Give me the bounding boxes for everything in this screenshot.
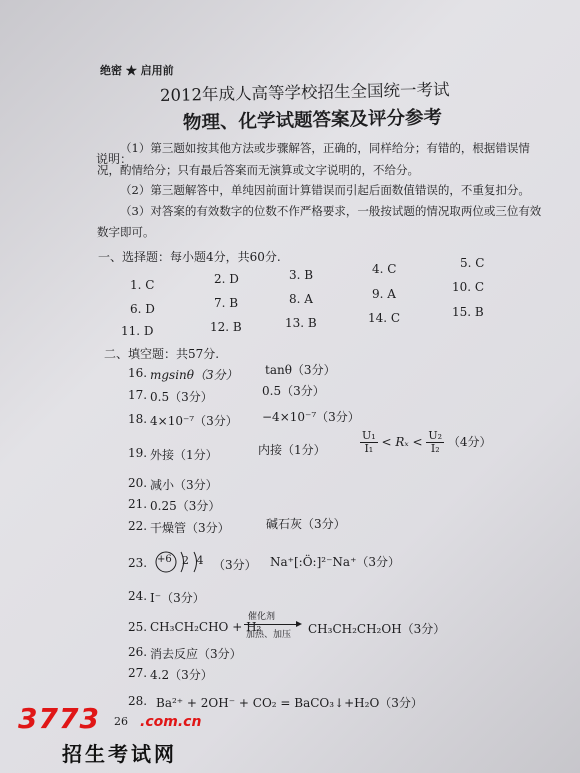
mc-answer: 5. C xyxy=(460,256,485,270)
q19-answer-b: 内接（1分） xyxy=(258,443,326,457)
mc-answer: 2. D xyxy=(214,272,239,286)
q26-answer: 消去反应（3分） xyxy=(150,647,242,661)
q-number: 21. xyxy=(128,497,148,511)
q18-answer-b: −4×10⁻⁷（3分） xyxy=(262,410,360,424)
q27-answer: 4.2（3分） xyxy=(150,668,213,682)
q-number: 24. xyxy=(128,589,148,603)
watermark-domain: .com.cn xyxy=(140,714,202,730)
q-number: 27. xyxy=(128,666,148,680)
note-1b: 况，酌情给分；只有最后答案而无演算或文字说明的，不给分。 xyxy=(97,163,419,177)
q17-answer-b: 0.5（3分） xyxy=(262,384,325,398)
q17-answer-a: 0.5（3分） xyxy=(150,390,213,404)
note-3b: 数字即可。 xyxy=(97,225,155,239)
q25-lhs: CH₃CH₂CHO + H₂ xyxy=(150,620,262,634)
q-number: 17. xyxy=(128,388,148,402)
q19-inequality: $\frac{\text{U₁}}{\text{I₁}}$ < Rₓ < $\frac{\text{U₂}}{\text{I₂}}$ （4分） xyxy=(362,429,492,455)
site-watermark xyxy=(18,702,218,768)
q18-answer-a: 4×10⁻⁷（3分） xyxy=(150,414,238,428)
mc-answer: 15. B xyxy=(452,305,484,319)
note-1a: （1）第三题如按其他方法或步骤解答，正确的，同样给分；有错的，根据错误情 xyxy=(120,141,530,155)
mc-answer: 7. B xyxy=(214,296,239,310)
q23-answer-a: （3分） xyxy=(213,558,257,572)
q16-answer-a: mgsinθ（3分） xyxy=(150,368,238,382)
q25-condition-bottom: 加热、加压 xyxy=(246,630,292,640)
mc-answer: 1. C xyxy=(130,278,155,292)
notes-heading: 说明： xyxy=(96,152,133,166)
mc-answer: 6. D xyxy=(130,302,155,316)
q-number: 25. xyxy=(128,620,148,634)
arrow-head-icon xyxy=(296,621,302,627)
section2-heading: 二、填空题：共57分. xyxy=(104,347,220,361)
q-number: 22. xyxy=(128,519,148,533)
q-number: 26. xyxy=(128,645,148,659)
q16-answer-b: tanθ（3分） xyxy=(265,363,336,377)
mc-answer: 13. B xyxy=(285,316,317,330)
mc-answer: 8. A xyxy=(289,292,313,306)
q-number: 20. xyxy=(128,476,148,490)
q28-answer: Ba²⁺ + 2OH⁻ + CO₂ = BaCO₃↓+H₂O（3分） xyxy=(156,696,423,710)
note-2: （2）第三题解答中，单纯因前面计算错误而引起后面数值错误的，不重复扣分。 xyxy=(120,183,530,197)
section1-heading: 一、选择题：每小题4分，共60分. xyxy=(98,250,281,264)
q22-answer-b: 碱石灰（3分） xyxy=(266,517,346,531)
q25-condition-top: 催化剂 xyxy=(248,612,276,622)
q23-answer-b: Na⁺[:Ö:]²⁻Na⁺（3分） xyxy=(270,555,401,569)
reaction-arrow xyxy=(244,624,298,625)
q21-answer: 0.25（3分） xyxy=(150,499,221,513)
q19-answer-a: 外接（1分） xyxy=(150,448,218,462)
title-line-1: 2012年成人高等学校招生全国统一考试 xyxy=(159,79,450,106)
q-number: 28. xyxy=(128,694,148,708)
q20-answer: 减小（3分） xyxy=(150,478,218,492)
note-3a: （3）对答案的有效数字的位数不作严格要求，一般按试题的情况取两位或三位有效 xyxy=(120,204,542,218)
page-number: 26 xyxy=(114,715,128,728)
q-number: 23. xyxy=(128,556,148,570)
mc-answer: 9. A xyxy=(372,287,396,301)
fraction: $\frac{\text{U₂}}{\text{I₂}}$ xyxy=(428,429,443,455)
q25-rhs: CH₃CH₂CH₂OH（3分） xyxy=(308,622,446,636)
q-number: 19. xyxy=(128,446,148,460)
atom-structure-diagram xyxy=(152,548,216,576)
watermark-site-name: 招生考试网 xyxy=(62,742,177,766)
nucleus-label: +6 xyxy=(157,554,172,565)
q-number: 18. xyxy=(128,412,148,426)
q22-answer-a: 干燥管（3分） xyxy=(150,521,230,535)
mc-answer: 10. C xyxy=(452,280,485,294)
fraction: $\frac{\text{U₁}}{\text{I₁}}$ xyxy=(362,429,376,455)
secret-label: 绝密 ★ 启用前 xyxy=(100,64,174,77)
electron-shells: 2 4 xyxy=(182,554,204,567)
q24-answer: I⁻（3分） xyxy=(150,591,205,605)
title-line-2: 物理、化学试题答案及评分参考 xyxy=(182,107,443,134)
mc-answer: 4. C xyxy=(372,262,397,276)
watermark-number: 3773 xyxy=(18,702,100,735)
mc-answer: 3. B xyxy=(289,268,314,282)
mc-answer: 11. D xyxy=(121,324,154,338)
mc-answer: 12. B xyxy=(210,320,242,334)
mc-answer: 14. C xyxy=(368,311,401,325)
q-number: 16. xyxy=(128,366,148,380)
